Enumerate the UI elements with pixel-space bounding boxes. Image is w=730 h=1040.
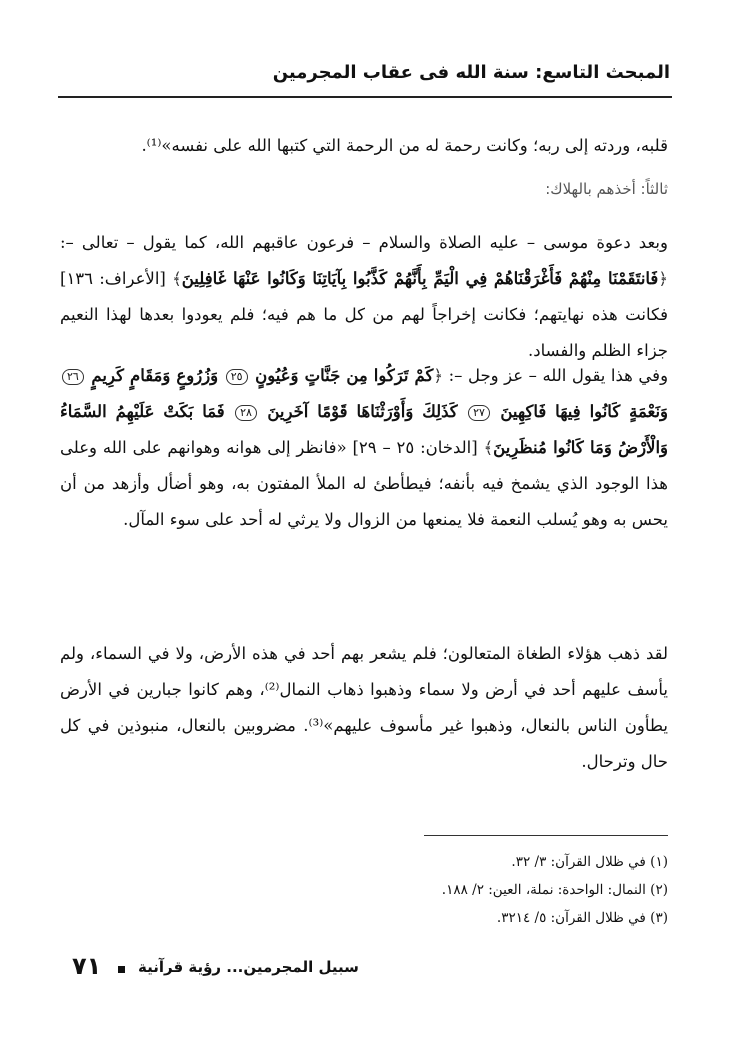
footnote-item: (٣) في ظلال القرآن: ٥/ ٣٢١٤. (496, 910, 668, 926)
moses-text: وبعد دعوة موسى – عليه الصلاة والسلام – فرعون عاقبهم الله، كما يقول – تعالى –: (60, 233, 668, 252)
footnote-divider (424, 835, 668, 836)
verse-open-bracket: ﴿ (658, 269, 668, 288)
verse-part-2: وَزُرُوعٍ وَمَقَامٍ كَرِيمٍ (91, 366, 219, 385)
verse-close-bracket: ﴾ (172, 269, 182, 288)
closing-paragraph: لقد ذهب هؤلاء الطغاة المتعالون؛ فلم يشعر بهم أحد في هذه الأرض، ولا في السماء، ولم يأسف عليهم أحد في أرض ولا سماء وذهبوا ذهاب النمال⁽²⁾، وهم كانوا جبارين في الأرض يطأون الناس بالنعال، وذهبوا غير مأسوف عليهم»⁽³⁾. مضروبين بالنعال، منبوذين في كل حال وترحال. (60, 644, 668, 771)
moses-verse: فَانتَقَمْنَا مِنْهُمْ فَأَغْرَقْنَاهُمْ فِي الْيَمِّ بِأَنَّهُمْ كَذَّبُوا بِآيَاتِنَا وَكَانُوا عَنْهَا غَافِلِينَ (181, 269, 659, 288)
verse-open-bracket: ﴿ (433, 366, 444, 385)
ayah-marker: ٢٥ (226, 369, 248, 385)
verse-part-1: كَمْ تَرَكُوا مِن جَنَّاتٍ وَعُيُونٍ (255, 366, 434, 385)
header-divider (58, 96, 672, 98)
footnotes (60, 848, 668, 932)
verse-part-4: كَذَلِكَ وَأَوْرَثْنَاهَا قَوْمًا آخَرِينَ (267, 402, 458, 421)
page-number: ٧١ (72, 952, 102, 980)
verse-reference: [الدخان: ٢٥ – ٢٩] (352, 438, 478, 457)
moses-reference: [الأعراف: ١٣٦] (60, 269, 166, 288)
intro-paragraph: قلبه، وردته إلى ربه؛ وكانت رحمة له من الرحمة التي كتبها الله على نفسه»⁽¹⁾. (141, 136, 668, 155)
footer-book-title: سبيل المجرمين... رؤية قرآنية (138, 958, 359, 976)
page-footer (0, 952, 730, 986)
verse-part-5: فَمَا بَكَتْ عَلَيْهِمُ السَّمَاءُ وَالْأَرْضُ وَمَا كَانُوا مُنظَرِينَ (60, 402, 668, 457)
section-subheading: ثالثاً: أخذهم بالهلاك: (545, 180, 668, 198)
verse-after-text: «فانظر إلى هوانه وهوانهم على الله وعلى هذا الوجود الذي يشمخ فيه بأنفه؛ فيطأطئ له الملأ المفتون به، وهو أضأل وأزهد من أن يحس به وهو يُسلب النعمة فلا يمنعها من الزوال ولا يرثي له أحد على سوء المآل. (60, 438, 668, 529)
footnote-item: (١) في ظلال القرآن: ٣/ ٣٢. (511, 854, 668, 870)
dukhan-paragraph (60, 358, 668, 538)
moses-paragraph (60, 225, 668, 369)
moses-after-text: فكانت هذه نهايتهم؛ فكانت إخراجاً لهم من كل ما هم فيه؛ فلم يعودوا بعدها لهذا النعيم جزاء الظلم والفساد. (60, 305, 668, 360)
footer-square-icon (118, 966, 125, 973)
ayah-marker: ٢٦ (62, 369, 84, 385)
verse-part-3: وَنَعْمَةٍ كَانُوا فِيهَا فَاكِهِينَ (500, 402, 668, 421)
ayah-marker: ٢٨ (235, 405, 257, 421)
verse-intro: وفي هذا يقول الله – عز وجل –: (448, 366, 669, 385)
running-header-title: المبحث التاسع: سنة الله فى عقاب المجرمين (272, 62, 670, 83)
footnote-item: (٢) النمال: الواحدة: نملة، العين: ٢/ ١٨٨. (441, 882, 668, 898)
ayah-marker: ٢٧ (468, 405, 490, 421)
verse-close-bracket: ﴾ (483, 438, 494, 457)
